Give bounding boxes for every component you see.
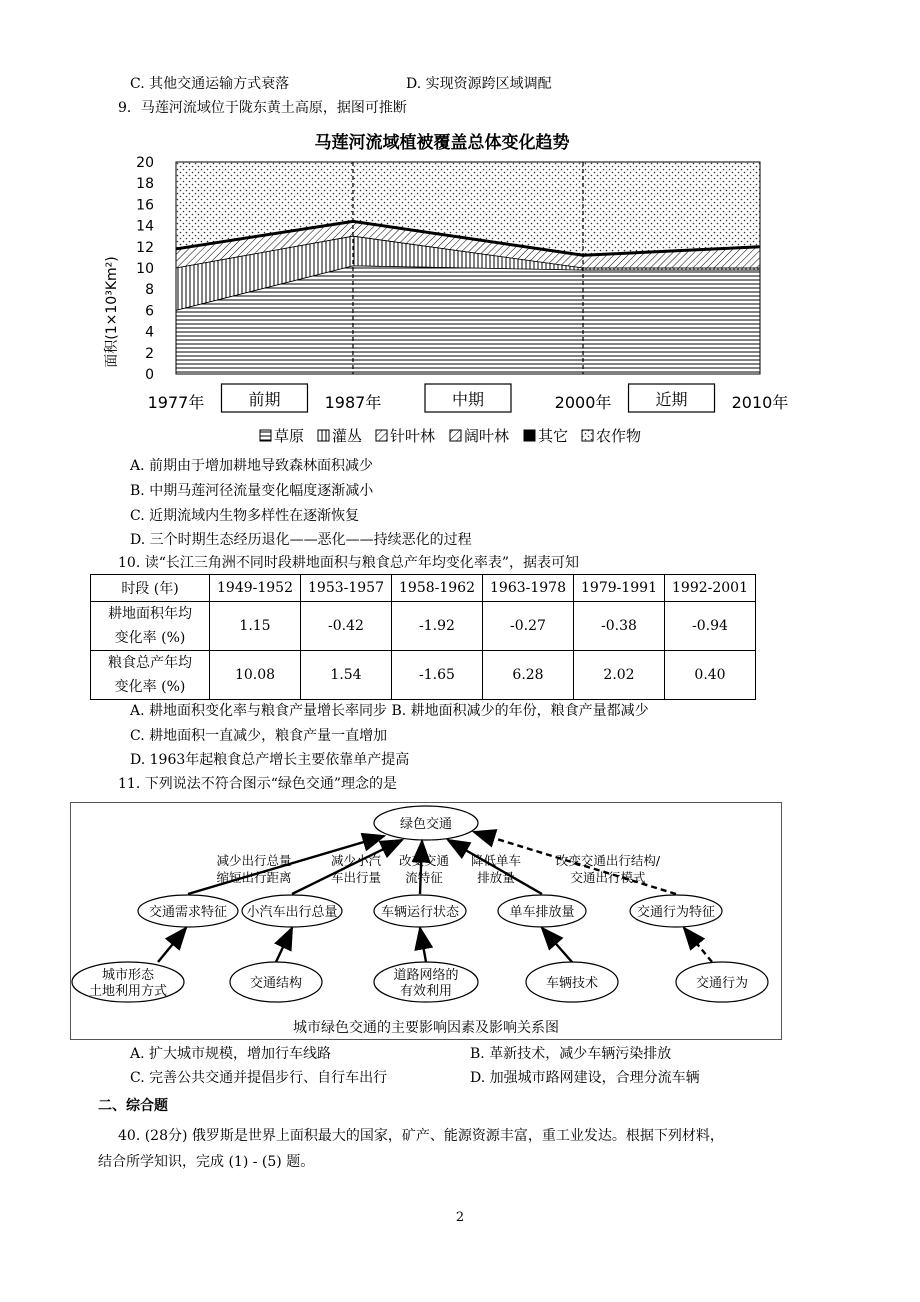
legend-label: 农作物: [596, 427, 642, 445]
legend-label: 草原: [274, 427, 305, 445]
y-tick-label: 4: [145, 324, 154, 341]
table-cell: -1.65: [392, 651, 483, 700]
arrow-bottom-mid: [542, 928, 572, 962]
question-40: 40. (28分) 俄罗斯是世界上面积最大的国家，矿产、能源资源丰富，重工业发达。根据下列材料，: [118, 1128, 724, 1144]
table-cell: 6.28: [483, 651, 574, 700]
section-heading: 二、综合题: [98, 1098, 168, 1114]
y-tick-label: 0: [145, 367, 154, 383]
arrow-bottom-mid: [276, 928, 292, 962]
row-label: 变化率 (%): [114, 630, 186, 646]
header-cell: 1992-2001: [665, 575, 756, 602]
period-label: 近期: [655, 390, 688, 409]
node-bottom-label: 有效利用: [399, 984, 453, 999]
node-bottom-label: 交通结构: [249, 976, 303, 991]
page-number: 2: [455, 1210, 465, 1225]
vegetation-chart: [92, 126, 792, 456]
y-axis-label: 面积(1×10³Km²): [104, 256, 120, 368]
q11-option-b: B. 革新技术，减少车辆污染排放: [470, 1046, 672, 1062]
edge-label: 交通出行模式: [570, 870, 646, 885]
legend-swatch: [582, 430, 593, 441]
option-d: D. 实现资源跨区域调配: [406, 76, 552, 92]
edge-label: 流特征: [405, 870, 443, 885]
table-cell: -0.94: [665, 602, 756, 651]
table-row: [91, 602, 756, 651]
edge-label: 减少小汽: [330, 853, 382, 868]
edge-label: 减少出行总量: [216, 853, 292, 868]
y-tick-label: 16: [136, 197, 154, 214]
header-cell: 时段 (年): [91, 575, 210, 602]
node-mid-label: 交通行为特征: [636, 905, 716, 920]
chart-legend: [260, 427, 641, 445]
question-11: 11. 下列说法不符合图示“绿色交通”理念的是: [118, 776, 398, 792]
legend-label: 阔叶林: [464, 427, 510, 445]
question-40-cont: 结合所学知识，完成 (1) - (5) 题。: [98, 1154, 315, 1170]
q11-option-a: A. 扩大城市规模，增加行车线路: [130, 1046, 332, 1062]
header-cell: 1963-1978: [483, 575, 574, 602]
row-label: 耕地面积年均: [108, 606, 192, 622]
y-tick-label: 12: [136, 239, 154, 256]
y-tick-label: 8: [145, 282, 154, 299]
y-tick-label: 2: [145, 345, 154, 362]
period-label: 中期: [451, 390, 485, 409]
chart-title: 马莲河流域植被覆盖总体变化趋势: [314, 133, 570, 153]
node-mid-label: 单车排放量: [509, 905, 575, 920]
table-cell: -0.42: [301, 602, 392, 651]
node-bottom-label: 土地利用方式: [88, 984, 168, 999]
x-tick-label: 1987年: [324, 393, 382, 412]
arrow-bottom-mid: [684, 928, 712, 962]
y-tick-label: 18: [136, 176, 154, 193]
legend-swatch: [318, 430, 329, 441]
edge-label: 改变交通出行结构/: [555, 853, 661, 868]
legend-swatch: [260, 430, 271, 441]
table-cell: 2.02: [574, 651, 665, 700]
q9-option-b: B. 中期马莲河径流量变化幅度逐渐减小: [130, 483, 374, 499]
row-label: 粮食总产年均: [108, 655, 192, 671]
arrow-bottom-mid: [420, 928, 426, 962]
legend-label: 其它: [538, 427, 569, 445]
table-cell: -0.38: [574, 602, 665, 651]
period-boxes: [221, 384, 714, 412]
question-9: 9．马莲河流域位于陇东黄土高原，据图可推断: [118, 100, 407, 116]
edge-label: 缩短出行距离: [216, 870, 292, 885]
diagram-caption: 城市绿色交通的主要影响因素及影响关系图: [293, 1020, 559, 1036]
arrow-bottom-mid: [158, 928, 186, 962]
q10-option-ab: A. 耕地面积变化率与粮食产量增长率同步 B. 耕地面积减少的年份，粮食产量都减少: [130, 703, 649, 719]
node-top-label: 绿色交通: [399, 817, 453, 832]
table-cell: -0.27: [483, 602, 574, 651]
legend-swatch: [524, 430, 535, 441]
node-bottom-label: 交通行为: [695, 976, 749, 991]
y-tick-label: 14: [136, 218, 154, 235]
q10-option-d: D. 1963年起粮食总产增长主要依靠单产提高: [130, 752, 410, 768]
node-mid-label: 小汽车出行总量: [246, 905, 338, 920]
x-tick-label: 1977年: [147, 393, 205, 412]
row-label: 变化率 (%): [114, 679, 186, 695]
node-bottom-label: 道路网络的: [393, 968, 459, 983]
plot-area: [176, 162, 760, 374]
header-cell: 1949-1952: [210, 575, 301, 602]
header-cell: 1958-1962: [392, 575, 483, 602]
table-row: [91, 651, 756, 700]
table-header-row: [91, 575, 756, 602]
y-tick-label: 6: [145, 303, 154, 320]
x-tick-label: 2010年: [731, 393, 789, 412]
legend-label: 灌丛: [332, 427, 363, 445]
edge-label: 改变交通: [398, 853, 450, 868]
question-10: 10. 读“长江三角洲不同时段耕地面积与粮食总产年均变化率表”，据表可知: [118, 555, 580, 571]
node-mid-label: 车辆运行状态: [380, 905, 460, 920]
farmland-table: [90, 574, 756, 700]
legend-label: 针叶林: [390, 427, 436, 445]
header-cell: 1953-1957: [301, 575, 392, 602]
period-label: 前期: [248, 390, 281, 409]
table-cell: 10.08: [210, 651, 301, 700]
table-cell: 1.54: [301, 651, 392, 700]
option-c: C. 其他交通运输方式衰落: [130, 76, 290, 92]
node-bottom-label: 车辆技术: [545, 976, 599, 991]
q9-option-a: A. 前期由于增加耕地导致森林面积减少: [130, 458, 374, 474]
y-tick-label: 20: [136, 155, 154, 171]
node-bottom-label: 城市形态: [101, 968, 155, 983]
legend-swatch: [376, 430, 387, 441]
edge-label: 降低单车: [470, 853, 522, 868]
node-mid-label: 交通需求特征: [148, 905, 228, 920]
legend-swatch: [450, 430, 461, 441]
q11-option-d: D. 加强城市路网建设，合理分流车辆: [470, 1070, 700, 1086]
q9-option-c: C. 近期流域内生物多样性在逐渐恢复: [130, 508, 360, 524]
q10-option-c: C. 耕地面积一直减少，粮食产量一直增加: [130, 728, 388, 744]
q9-option-d: D. 三个时期生态经历退化——恶化——持续恶化的过程: [130, 532, 472, 548]
x-tick-label: 2000年: [554, 393, 612, 412]
q11-option-c: C. 完善公共交通并提倡步行、自行车出行: [130, 1070, 388, 1086]
green-transport-diagram: [70, 802, 782, 1040]
edge-label: 排放量: [477, 870, 515, 885]
table-cell: 0.40: [665, 651, 756, 700]
y-tick-label: 10: [136, 261, 154, 277]
edge-label: 车出行量: [330, 870, 382, 885]
table-cell: -1.92: [392, 602, 483, 651]
header-cell: 1979-1991: [574, 575, 665, 602]
y-ticks: [136, 155, 154, 383]
table-cell: 1.15: [210, 602, 301, 651]
